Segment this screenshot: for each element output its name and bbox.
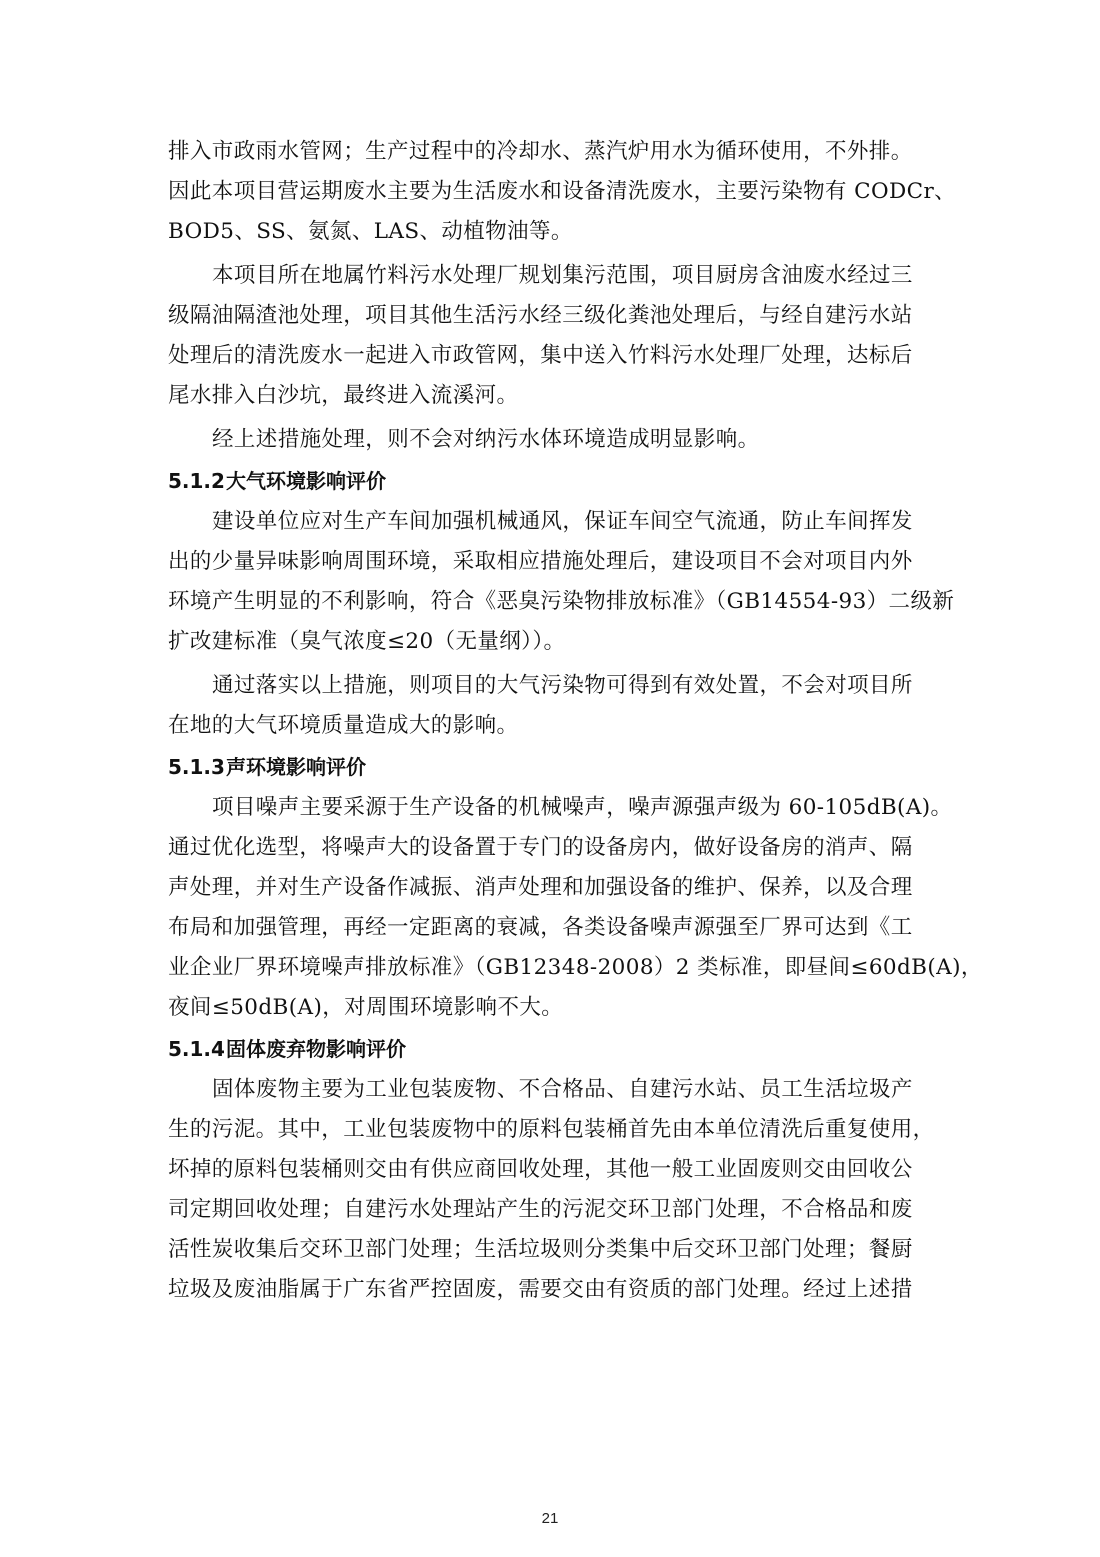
paragraph [168, 1070, 934, 1310]
text-line: 生的污泥。其中，工业包装废物中的原料包装桶首先由本单位清洗后重复使用， [168, 1117, 935, 1142]
section-number: 5.1.2 [168, 469, 225, 493]
text-line: 因此本项目营运期废水主要为生活废水和设备清洗废水，主要污染物有 CODCr、 [168, 179, 957, 204]
text-line: 级隔油隔渣池处理，项目其他生活污水经三级化粪池处理后，与经自建污水站 [168, 303, 913, 328]
text-line: 布局和加强管理，再经一定距离的衰减，各类设备噪声源强至厂界可达到《工 [168, 915, 913, 940]
paragraph [168, 132, 957, 252]
section-heading [168, 460, 934, 502]
text-line: 通过优化选型，将噪声大的设备置于专门的设备房内，做好设备房的消声、隔 [168, 835, 913, 860]
text-line: 扩改建标准（臭气浓度≤20（无量纲））。 [168, 629, 566, 654]
text-line: 通过落实以上措施，则项目的大气污染物可得到有效处置，不会对项目所 [212, 673, 913, 698]
paragraph [168, 420, 934, 460]
text-line: 垃圾及废油脂属于广东省严控固废，需要交由有资质的部门处理。经过上述措 [168, 1277, 913, 1302]
text-line: 环境产生明显的不利影响，符合《恶臭污染物排放标准》（GB14554-93）二级新 [168, 589, 955, 614]
text-line: 本项目所在地属竹料污水处理厂规划集污范围，项目厨房含油废水经过三 [212, 263, 913, 288]
document-page [168, 132, 983, 1310]
text-line: 声处理，并对生产设备作减振、消声处理和加强设备的维护、保养，以及合理 [168, 875, 913, 900]
paragraph [168, 666, 934, 746]
text-line: 出的少量异味影响周围环境，采取相应措施处理后，建设项目不会对项目内外 [168, 549, 913, 574]
paragraph [168, 788, 983, 1028]
text-line: 夜间≤50dB(A)，对周围环境影响不大。 [168, 995, 564, 1020]
section-number: 5.1.3 [168, 755, 225, 779]
text-line: BOD5、SS、氨氮、LAS、动植物油等。 [168, 219, 573, 244]
text-line: 建设单位应对生产车间加强机械通风，保证车间空气流通，防止车间挥发 [212, 509, 913, 534]
text-line: 项目噪声主要采源于生产设备的机械噪声，噪声源强声级为 60-105dB(A)。 [212, 795, 953, 820]
section-number: 5.1.4 [168, 1037, 225, 1061]
text-line: 固体废物主要为工业包装废物、不合格品、自建污水站、员工生活垃圾产 [212, 1077, 913, 1102]
text-line: 处理后的清洗废水一起进入市政管网，集中送入竹料污水处理厂处理，达标后 [168, 343, 913, 368]
section-heading [168, 746, 934, 788]
text-line: 在地的大气环境质量造成大的影响。 [168, 713, 519, 738]
section-title: 声环境影响评价 [226, 755, 366, 779]
page-number: 21 [541, 1510, 559, 1527]
text-line: 排入市政雨水管网；生产过程中的冷却水、蒸汽炉用水为循环使用，不外排。 [168, 139, 913, 164]
section-title: 大气环境影响评价 [226, 469, 386, 493]
text-line: 司定期回收处理；自建污水处理站产生的污泥交环卫部门处理，不合格品和废 [168, 1197, 913, 1222]
text-line: 尾水排入白沙坑，最终进入流溪河。 [168, 383, 519, 408]
text-line: 业企业厂界环境噪声排放标准》（GB12348-2008）2 类标准，即昼间≤60dB(A)， [168, 955, 983, 980]
text-line: 活性炭收集后交环卫部门处理；生活垃圾则分类集中后交环卫部门处理；餐厨 [168, 1237, 913, 1262]
section-heading [168, 1028, 934, 1070]
paragraph [168, 256, 934, 416]
text-line: 经上述措施处理，则不会对纳污水体环境造成明显影响。 [212, 427, 760, 452]
text-line: 坏掉的原料包装桶则交由有供应商回收处理，其他一般工业固废则交由回收公 [168, 1157, 913, 1182]
section-title: 固体废弃物影响评价 [226, 1037, 406, 1061]
paragraph [168, 502, 955, 662]
